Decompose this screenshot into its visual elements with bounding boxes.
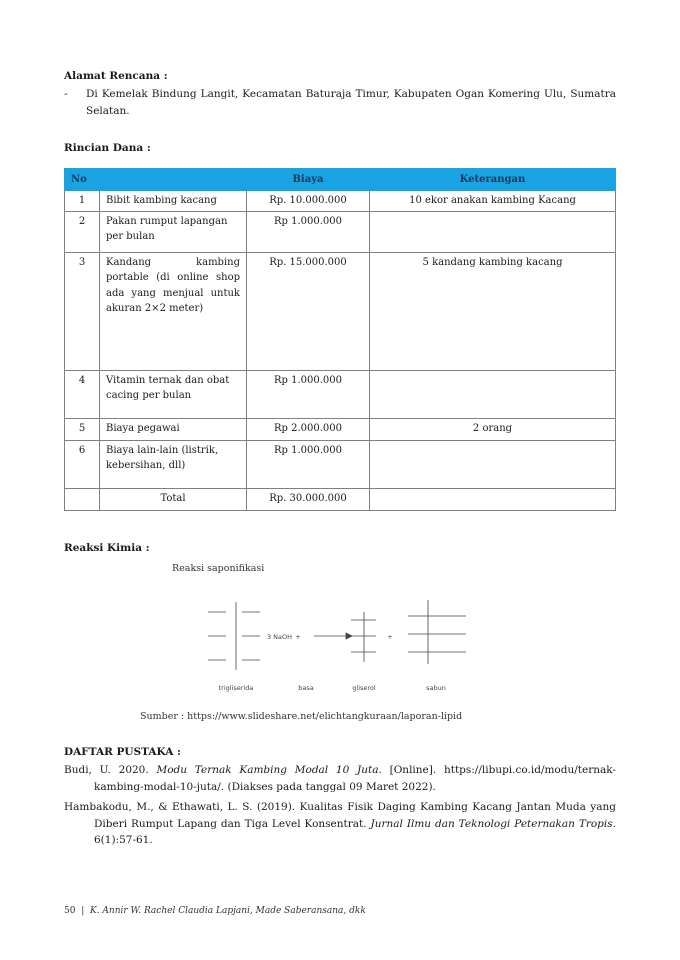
header-keterangan: Keterangan xyxy=(370,169,616,191)
row-biaya: Rp 1.000.000 xyxy=(247,440,370,488)
cost-table xyxy=(64,168,616,511)
row-biaya: Rp. 15.000.000 xyxy=(247,252,370,370)
row-biaya: Rp 1.000.000 xyxy=(247,370,370,418)
rincian-section xyxy=(64,140,616,511)
page-number: 50 xyxy=(64,906,76,916)
ref-pre: Budi, U. 2020. xyxy=(64,764,157,777)
pustaka-section xyxy=(64,744,616,849)
row-item: Pakan rumput lapangan per bulan xyxy=(100,211,247,252)
alamat-section xyxy=(64,68,616,119)
footer-separator: | xyxy=(78,906,88,916)
label-sabun: sabun xyxy=(426,684,446,692)
row-keterangan: 5 kandang kambing kacang xyxy=(370,252,616,370)
row-no: 2 xyxy=(65,211,100,252)
row-item: Biaya lain-lain (listrik, kebersihan, dll) xyxy=(100,440,247,488)
label-gliserol: gliserol xyxy=(352,684,376,692)
reaction-title: Reaksi saponifikasi xyxy=(172,563,265,574)
footer-authors: K. Annir W. Rachel Claudia Lapjani, Made Saberansana, dkk xyxy=(89,906,366,916)
reference-item xyxy=(64,799,616,849)
row-keterangan xyxy=(370,370,616,418)
row-no: 3 xyxy=(65,252,100,370)
alamat-heading: Alamat Rencana : xyxy=(64,70,168,82)
table-row xyxy=(65,211,616,252)
total-no xyxy=(65,488,100,510)
row-keterangan: 10 ekor anakan kambing Kacang xyxy=(370,191,616,212)
table-row xyxy=(65,191,616,212)
ref-post: 6(1):57-61. xyxy=(94,834,153,847)
plus-sign-2: + xyxy=(387,633,393,641)
reagent-label: 3 NaOH xyxy=(266,633,292,641)
row-no: 4 xyxy=(65,370,100,418)
ref-pre: Hambakodu, M., & Ethawati, L. S. (2019). Kualitas Fisik Daging Kambing Kacang Jantan Muda yang Diberi Rumput Lapang dan Tiga Level Konsentrat. xyxy=(64,800,616,830)
pustaka-heading: DAFTAR PUSTAKA : xyxy=(64,746,181,758)
row-item: Bibit kambing kacang xyxy=(100,191,247,212)
row-item: Vitamin ternak dan obat cacing per bulan xyxy=(100,370,247,418)
plus-sign: + xyxy=(295,633,301,641)
ref-post: [Online]. https://libupi.co.id/modu/ternak-kambing-modal-10-juta/. (Diakses pada tanggal 09 Maret 2022). xyxy=(94,764,616,794)
row-biaya: Rp. 10.000.000 xyxy=(247,191,370,212)
alamat-text: Di Kemelak Bindung Langit, Kecamatan Baturaja Timur, Kabupaten Ogan Komering Ulu, Sumatra Selatan. xyxy=(86,88,616,117)
total-keterangan xyxy=(370,488,616,510)
reaction-source: Sumber : https://www.slideshare.net/elichtangkuraan/laporan-lipid xyxy=(140,711,463,722)
bullet-dash: - xyxy=(64,88,68,101)
total-value: Rp. 30.000.000 xyxy=(247,488,370,510)
table-row xyxy=(65,418,616,440)
saponification-diagram xyxy=(196,590,486,700)
reference-item xyxy=(64,762,616,796)
table-total-row xyxy=(65,488,616,510)
header-no: No xyxy=(65,169,100,191)
reaksi-section xyxy=(64,540,616,556)
row-biaya: Rp 1.000.000 xyxy=(247,211,370,252)
alamat-item xyxy=(64,86,616,119)
header-biaya: Biaya xyxy=(247,169,370,191)
ref-title: Modu Ternak Kambing Modal 10 Juta. xyxy=(156,764,382,777)
table-row xyxy=(65,370,616,418)
row-no: 5 xyxy=(65,418,100,440)
row-keterangan xyxy=(370,211,616,252)
table-row xyxy=(65,252,616,370)
row-no: 6 xyxy=(65,440,100,488)
row-keterangan xyxy=(370,440,616,488)
table-header-row xyxy=(65,169,616,191)
label-basa: basa xyxy=(298,684,314,692)
row-item: Biaya pegawai xyxy=(100,418,247,440)
row-item: Kandang kambing portable (di online shop ada yang menjual untuk akuran 2×2 meter) xyxy=(100,252,247,370)
row-biaya: Rp 2.000.000 xyxy=(247,418,370,440)
rincian-heading: Rincian Dana : xyxy=(64,142,151,154)
header-item xyxy=(100,169,247,191)
table-row xyxy=(65,440,616,488)
row-no: 1 xyxy=(65,191,100,212)
total-label: Total xyxy=(100,488,247,510)
row-keterangan: 2 orang xyxy=(370,418,616,440)
label-trigliserida: trigliserida xyxy=(218,684,254,692)
page-footer xyxy=(64,905,366,919)
reaksi-heading: Reaksi Kimia : xyxy=(64,542,150,554)
ref-title: Jurnal Ilmu dan Teknologi Peternakan Tropis. xyxy=(370,817,616,830)
